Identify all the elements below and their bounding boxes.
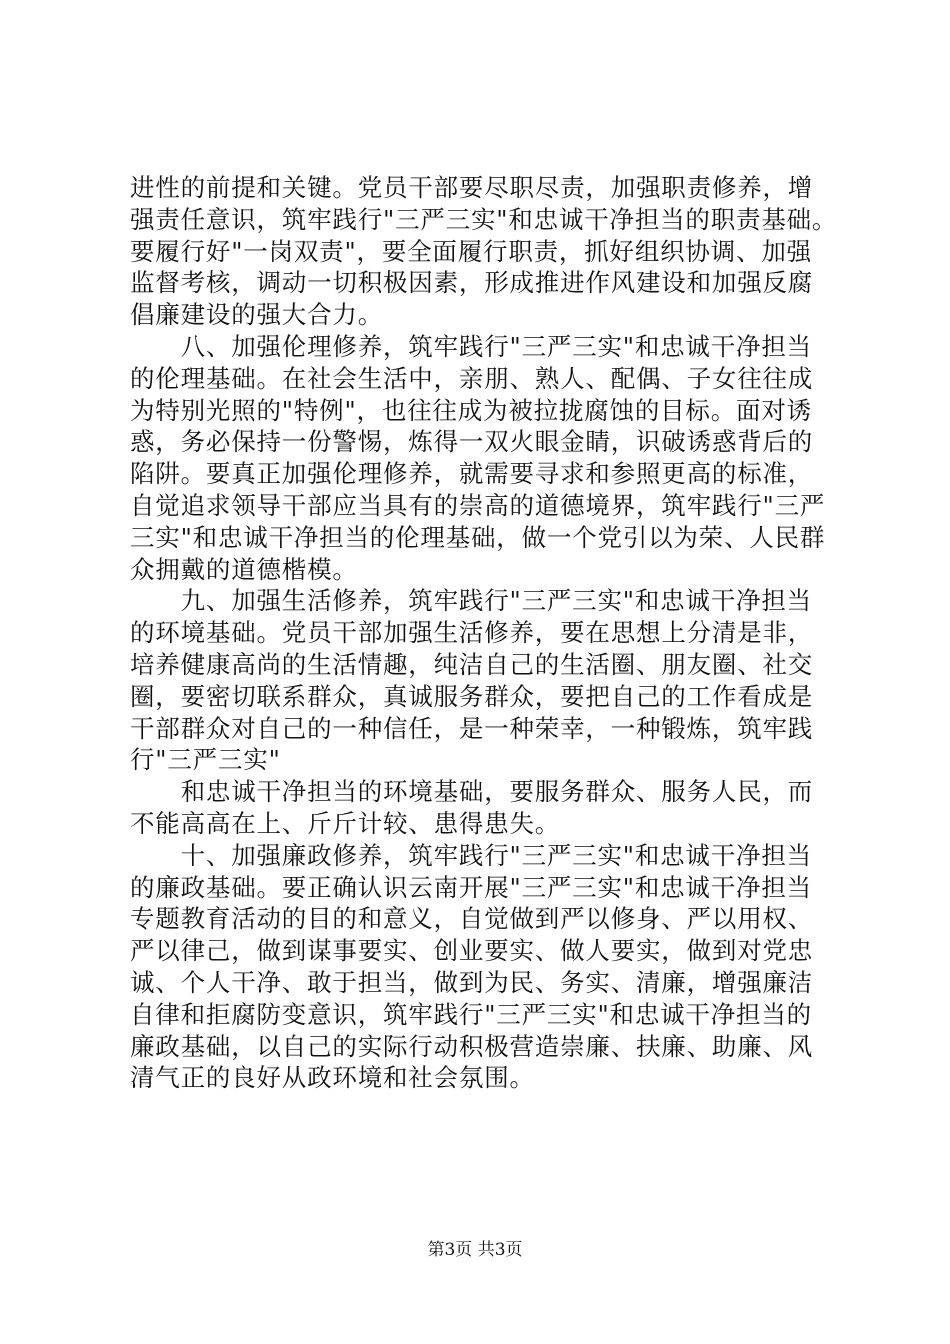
text-line: 的廉政基础。要正确认识云南开展"三严三实"和忠诚干净担当 <box>130 872 812 902</box>
text-line: 陷阱。要真正加强伦理修养，就需要寻求和参照更高的标准， <box>130 459 814 489</box>
text-line: 的环境基础。党员干部加强生活修养，要在思想上分清是非， <box>130 618 814 648</box>
text-line: 自觉追求领导干部应当具有的崇高的道德境界，筑牢践行"三严 <box>130 490 826 520</box>
text-line: 众拥戴的道德楷模。 <box>130 554 358 584</box>
text-line: 监督考核，调动一切积极因素，形成推进作风建设和加强反腐 <box>130 268 814 298</box>
text-line: 十、加强廉政修养，筑牢践行"三严三实"和忠诚干净担当 <box>130 840 812 870</box>
text-line: 严以律己，做到谋事要实、创业要实、做人要实，做到对党忠 <box>130 936 814 966</box>
text-line: 进性的前提和关键。党员干部要尽职尽责，加强职责修养，增 <box>130 173 814 202</box>
text-line: 三实"和忠诚干净担当的伦理基础，做一个党引以为荣、人民群 <box>130 522 826 552</box>
text-line: 强责任意识，筑牢践行"三严三实"和忠诚干净担当的职责基础。 <box>130 204 838 234</box>
text-line: 诚、个人干净、敢于担当，做到为民、务实、清廉，增强廉洁 <box>130 967 814 997</box>
text-line: 干部群众对自己的一种信任，是一种荣幸，一种锻炼，筑牢践 <box>130 713 814 743</box>
text-line: 专题教育活动的目的和意义，自觉做到严以修身、严以用权、 <box>130 904 814 934</box>
text-line: 倡廉建设的强大合力。 <box>130 300 383 330</box>
text-line: 清气正的良好从政环境和社会氛围。 <box>130 1063 535 1093</box>
text-line: 九、加强生活修养，筑牢践行"三严三实"和忠诚干净担当 <box>130 586 812 616</box>
body-text <box>130 172 838 1094</box>
text-line: 自律和拒腐防变意识，筑牢践行"三严三实"和忠诚干净担当的 <box>130 999 812 1029</box>
text-line: 圈，要密切联系群众，真诚服务群众，要把自己的工作看成是 <box>130 681 814 711</box>
page-footer: 第3页 共3页 <box>427 1240 523 1260</box>
text-line: 不能高高在上、斤斤计较、患得患失。 <box>130 808 561 838</box>
text-line: 行"三严三实" <box>130 745 281 775</box>
text-line: 惑，务必保持一份警惕，炼得一双火眼金睛，识破诱惑背后的 <box>130 427 814 457</box>
text-line: 培养健康高尚的生活情趣，纯洁自己的生活圈、朋友圈、社交 <box>130 649 814 679</box>
text-line: 为特别光照的"特例"，也往往成为被拉拢腐蚀的目标。面对诱 <box>130 395 812 425</box>
text-line: 要履行好"一岗双责"，要全面履行职责，抓好组织协调、加强 <box>130 236 812 266</box>
text-line: 和忠诚干净担当的环境基础，要服务群众、服务人民，而 <box>130 777 814 807</box>
text-line: 廉政基础，以自己的实际行动积极营造崇廉、扶廉、助廉、风 <box>130 1031 814 1061</box>
text-line: 八、加强伦理修养，筑牢践行"三严三实"和忠诚干净担当 <box>130 331 812 361</box>
text-line: 的伦理基础。在社会生活中，亲朋、熟人、配偶、子女往往成 <box>130 363 814 393</box>
